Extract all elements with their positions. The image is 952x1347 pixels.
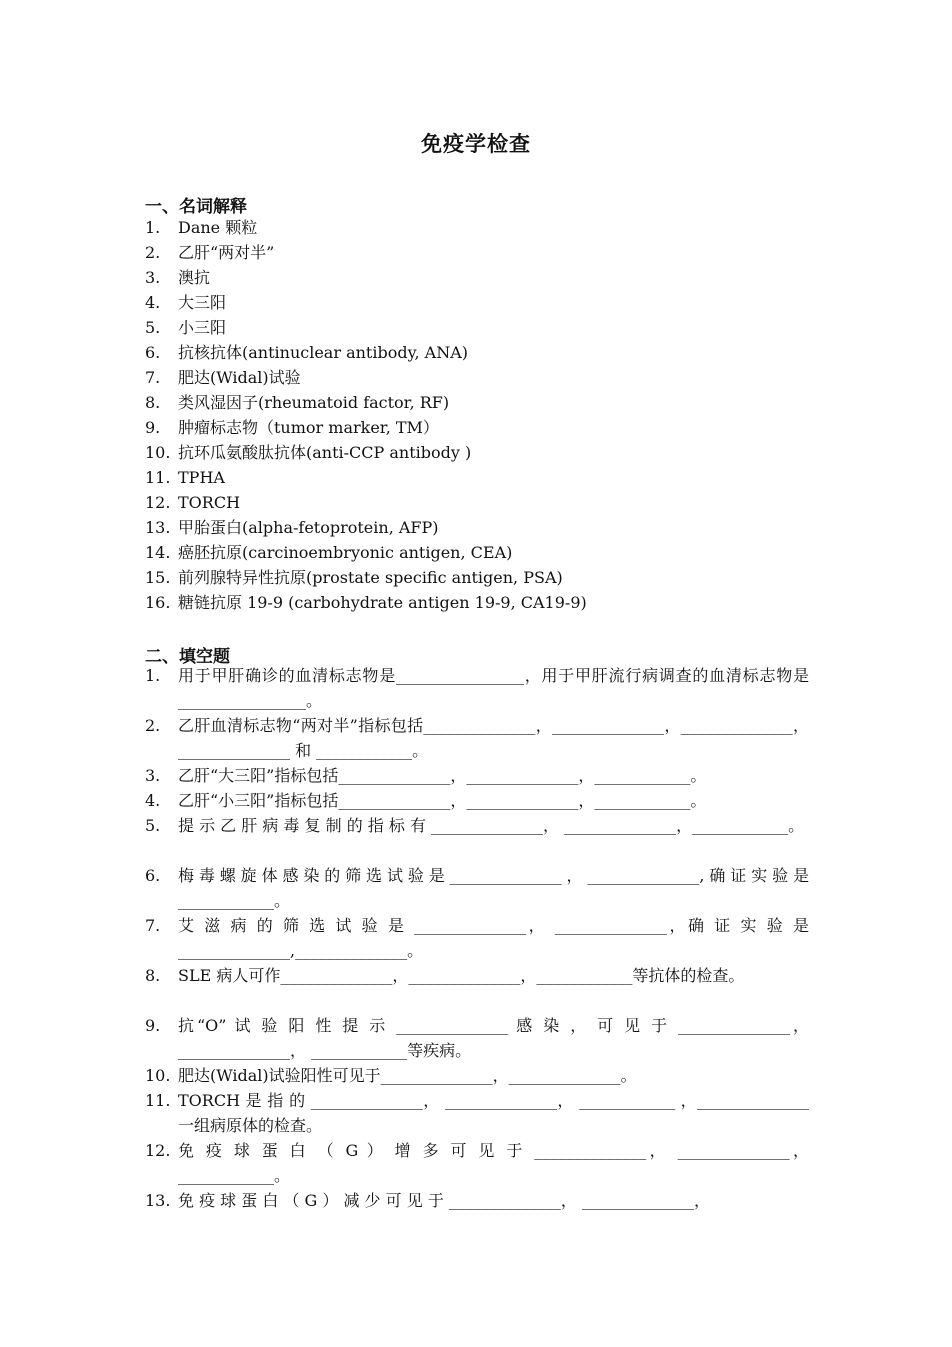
- term-item: [145, 541, 512, 565]
- item-text: 甲胎蛋白(alpha-fetoprotein, AFP): [178, 518, 439, 537]
- blank-question: [145, 1089, 809, 1139]
- term-item: [145, 316, 226, 340]
- item-number: 12.: [145, 493, 171, 512]
- question-text: 乙肝“大三阳”指标包括______________，______________，____________。: [178, 766, 707, 785]
- blank-question: [145, 1189, 809, 1214]
- question-text: SLE 病人可作______________，______________，____________等抗体的检查。: [178, 966, 745, 985]
- item-number: 1.: [145, 218, 161, 237]
- question-text: 用于甲肝确诊的血清标志物是________________，用于甲肝流行病调查的血清标志物是________________。: [178, 666, 809, 710]
- blank-question: [145, 1014, 809, 1064]
- section1-heading: 一、名词解释: [145, 197, 247, 217]
- item-number: 13.: [145, 518, 171, 537]
- item-number: 3.: [145, 766, 161, 785]
- term-item: [145, 591, 587, 615]
- item-text: TORCH: [178, 493, 241, 512]
- item-text: 肥达(Widal)试验: [178, 368, 301, 387]
- item-text: 澳抗: [178, 268, 211, 287]
- item-number: 2.: [145, 716, 161, 735]
- item-number: 6.: [145, 866, 161, 885]
- term-item: [145, 216, 257, 240]
- item-number: 10.: [145, 1066, 171, 1085]
- item-number: 7.: [145, 916, 161, 935]
- question-text: 抗“O” 试 验 阳 性 提 示 ______________ 感 染 ， 可 见 于 ______________，______________， ____________等疾病。: [178, 1016, 809, 1060]
- question-text: 免 疫 球 蛋 白 （ G ） 减 少 可 见 于 ______________， ______________，: [178, 1191, 710, 1210]
- item-number: 11.: [145, 1091, 171, 1110]
- item-number: 7.: [145, 368, 161, 387]
- term-item: [145, 416, 439, 440]
- item-number: 1.: [145, 666, 161, 685]
- blank-question: [145, 814, 809, 839]
- document-title: 免疫学检查: [421, 131, 531, 156]
- item-number: 5.: [145, 318, 161, 337]
- question-text: 乙肝血清标志物“两对半”指标包括______________，______________，______________，______________ 和 ____________。: [178, 716, 809, 760]
- term-item: [145, 466, 225, 490]
- item-number: 5.: [145, 816, 161, 835]
- blank-question: [145, 664, 809, 714]
- item-text: 大三阳: [178, 293, 227, 312]
- item-text: Dane 颗粒: [178, 218, 258, 237]
- blank-question: [145, 764, 809, 789]
- term-item: [145, 391, 449, 415]
- term-item: [145, 566, 563, 590]
- item-text: 小三阳: [178, 318, 227, 337]
- blank-question: [145, 864, 809, 914]
- blank-question: [145, 789, 809, 814]
- blank-question: [145, 914, 809, 964]
- question-text: TORCH 是 指 的 ______________， ______________， ____________ ，______________一组病原体的检查。: [178, 1091, 809, 1135]
- item-text: 癌胚抗原(carcinoembryonic antigen, CEA): [178, 543, 513, 562]
- item-number: 8.: [145, 393, 161, 412]
- item-text: 乙肝“两对半”: [178, 243, 275, 262]
- item-text: 类风湿因子(rheumatoid factor, RF): [178, 393, 450, 412]
- item-number: 4.: [145, 293, 161, 312]
- blank-question: [145, 1139, 809, 1189]
- item-number: 6.: [145, 343, 161, 362]
- item-number: 15.: [145, 568, 171, 587]
- term-item: [145, 366, 301, 390]
- item-number: 2.: [145, 243, 161, 262]
- section2-heading: 二、填空题: [145, 647, 230, 667]
- blank-question: [145, 714, 809, 764]
- question-text: 肥达(Widal)试验阳性可见于______________，______________。: [178, 1066, 637, 1085]
- item-number: 12.: [145, 1141, 171, 1160]
- item-text: 肿瘤标志物（tumor marker, TM）: [178, 418, 439, 437]
- item-number: 9.: [145, 1016, 161, 1035]
- item-text: 糖链抗原 19-9 (carbohydrate antigen 19-9, CA19-9): [178, 593, 587, 612]
- item-text: 前列腺特异性抗原(prostate specific antigen, PSA): [178, 568, 563, 587]
- item-number: 3.: [145, 268, 161, 287]
- question-text: 免 疫 球 蛋 白 （ G ） 增 多 可 见 于 ______________， ______________，____________。: [178, 1141, 809, 1185]
- term-item: [145, 291, 226, 315]
- blank-question: [145, 1064, 809, 1089]
- term-item: [145, 341, 468, 365]
- term-item: [145, 441, 471, 465]
- item-number: 8.: [145, 966, 161, 985]
- item-text: 抗环瓜氨酸肽抗体(anti-CCP antibody ): [178, 443, 472, 462]
- question-text: 乙肝“小三阳”指标包括______________，______________，____________。: [178, 791, 707, 810]
- term-item: [145, 266, 210, 290]
- item-text: 抗核抗体(antinuclear antibody, ANA): [178, 343, 469, 362]
- item-number: 11.: [145, 468, 171, 487]
- question-text: 提 示 乙 肝 病 毒 复 制 的 指 标 有 ______________， ______________，____________。: [178, 816, 805, 835]
- item-number: 10.: [145, 443, 171, 462]
- item-number: 13.: [145, 1191, 171, 1210]
- item-number: 4.: [145, 791, 161, 810]
- question-text: 梅毒螺旋体感染的筛选试验是______________，______________,确证实验是____________。: [178, 866, 809, 910]
- item-text: TPHA: [178, 468, 225, 487]
- term-item: [145, 491, 240, 515]
- item-number: 14.: [145, 543, 171, 562]
- item-number: 9.: [145, 418, 161, 437]
- term-item: [145, 241, 274, 265]
- term-item: [145, 516, 439, 540]
- item-number: 16.: [145, 593, 171, 612]
- blank-question: [145, 964, 809, 989]
- question-text: 艾 滋 病 的 筛 选 试 验 是 ______________， ______________，确 证 实 验 是______________,______________。: [178, 916, 809, 960]
